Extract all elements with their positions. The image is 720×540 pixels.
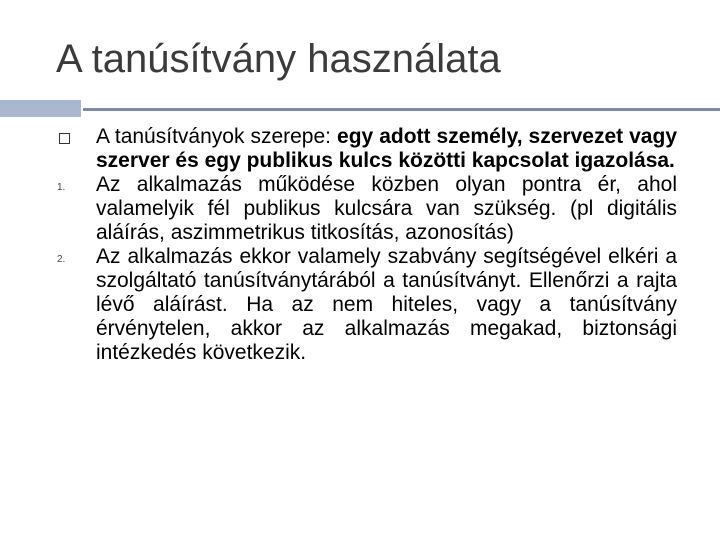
title-accent-block: [0, 100, 81, 117]
intro-bold-text: egy adott személy, szervezet vagy szerver és egy publikus kulcs közötti kapcsolat igazolása.: [96, 125, 677, 172]
slide-title: A tanúsítvány használata: [56, 37, 501, 81]
step-text: Az alkalmazás ekkor valamely szabvány segítségével elkéri a szolgáltató tanúsítványtárából a tanúsítványt. Ellenőrzi a rajta lévő aláírást. Ha az nem hiteles, vagy a tanúsítvány érvénytelen, akkor az alkalmazás megakad, biztonsági intézkedés következik.: [96, 245, 677, 364]
intro-lead: A tanúsítványok szerepe:: [96, 125, 331, 148]
title-accent-line: [83, 108, 720, 111]
bullet-list: [57, 125, 677, 365]
step-text: Az alkalmazás működése közben olyan pontra ér, ahol valamelyik fél publikus kulcsára van szükség. (pl digitális aláírás, aszimmetrikus titkosítás, azonosítás): [96, 173, 677, 244]
square-bullet-icon: [59, 133, 70, 144]
intro-item: [57, 125, 677, 173]
step-item-1: [57, 173, 677, 245]
step-number: 2.: [57, 254, 66, 265]
step-item-2: [57, 245, 677, 365]
step-number: 1.: [57, 182, 66, 193]
